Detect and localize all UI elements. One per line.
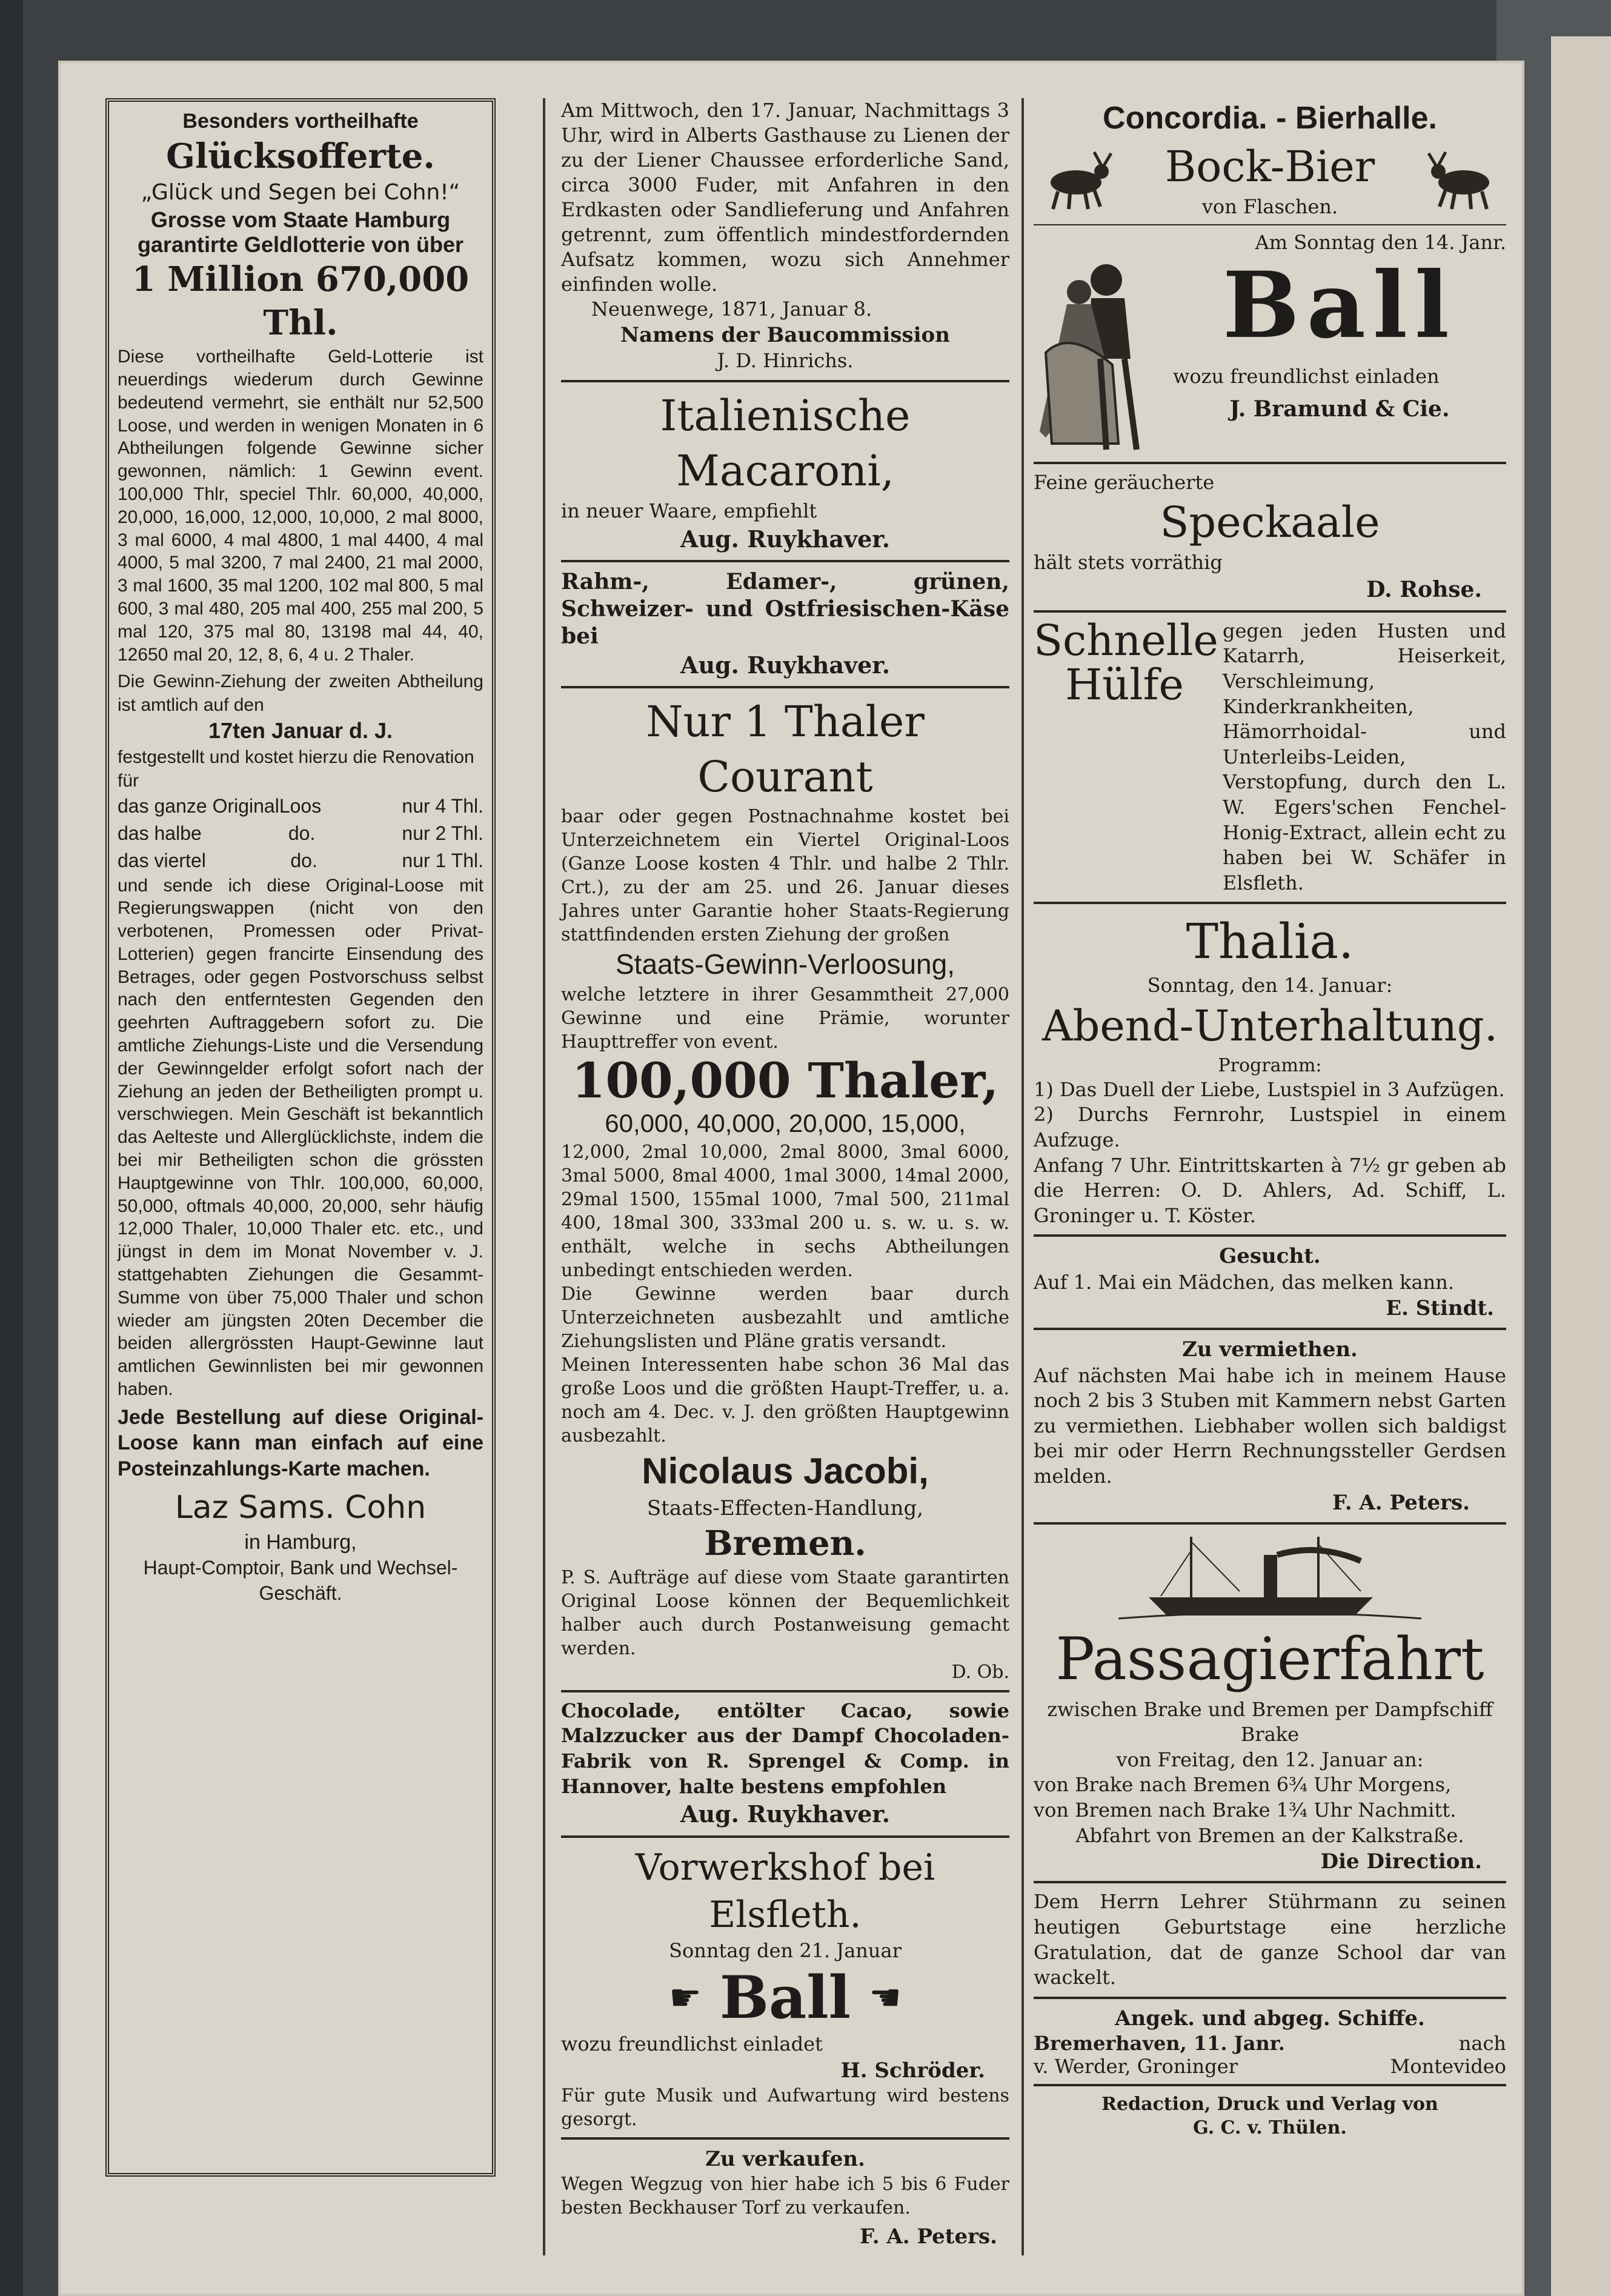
divider	[561, 560, 1009, 562]
price-row: das halbe do. nur 2 Thl.	[118, 822, 483, 844]
scan-background-left	[0, 0, 23, 2296]
ad-subheadline: Grosse vom Staate Hamburg garantirte Geldlotterie von über	[137, 207, 464, 258]
column-rule	[1021, 98, 1024, 2255]
ad-renovation-text: festgestellt und kostet hierzu die Renovation für	[118, 747, 474, 791]
vorwerkshof-ball-ad: Vorwerkshof bei Elsfleth. Sonntag den 21. Januar ☛ Ball ☚ wozu freundlichst einladet H. Schröder. Für gute Musik und Aufwartung wird bestens gesorgt.	[561, 1846, 1009, 2130]
newspaper-page	[58, 61, 1524, 2296]
ad-draw-date: 17ten Januar d. J.	[208, 718, 393, 744]
divider	[561, 1835, 1009, 1838]
ball-title: Ball	[719, 1963, 851, 2032]
ad-order-note: Jede Bestellung auf diese Original-Loose kann man einfach auf eine Posteinzahlungs-Karte machen.	[118, 1405, 483, 1480]
divider	[561, 686, 1009, 688]
steamship-icon	[1034, 1531, 1506, 1622]
bock-bier-title: Bock-Bier	[1164, 141, 1375, 191]
ad-kicker: Besonders vortheilhafte	[182, 110, 419, 133]
lottery-advertisement	[105, 98, 496, 2177]
column-right	[1028, 98, 1512, 2268]
divider	[1034, 1997, 1506, 1999]
sand-delivery-notice: Am Mittwoch, den 17. Januar, Nachmittags 3 Uhr, wird in Alberts Gasthause zu Lienen der zu der Liener Chaussee erforderliche Sand, circa 3000 Fuder, mit Anfahren in den Erdkasten oder Sandlieferung und Anfahren getrennt, zum öffentlich mindestfordernden Aufsatz kommen, wozu sich Annehmer einfinden wolle. Neuenwege, 1871, Januar 8. Namens der Baucommission J. D. Hinrichs.	[561, 99, 1009, 373]
macaroni-ad: Italienische Macaroni, in neuer Waare, empfiehlt Aug. Ruykhaver.	[561, 391, 911, 553]
ball-title: Ball	[1223, 251, 1457, 359]
shipping-news: Angek. und abgeg. Schiffe. Bremerhaven, 11. Janr. nach v. Werder, Groninger Montevideo	[1034, 2006, 1506, 2078]
ad-body: Diese vortheilhafte Geld-Lotterie ist neuerdings wiederum durch Gewinne bedeutend vermehrt, sie enthält nur 52,500 Loose, und werden in wenigen Monaten in 6 Abtheilungen folgende Gewinne sicher gewonnen, nämlich: 1 Gewinn event. 100,000 Thlr, speciel Thlr. 60,000, 40,000, 20,000, 16,000, 12,000, 10,000, 2 mal 8000, 3 mal 6000, 4 mal 4800, 1 mal 4400, 4 mal 4000, 5 mal 3200, 7 mal 2400, 21 mal 2000, 3 mal 1600, 35 mal 1200, 102 mal 800, 5 mal 600, 3 mal 480, 205 mal 400, 255 mal 200, 5 mal 120, 375 mal 80, 13198 mal 44, 40, 12650 mal 20, 12, 8, 6, 4 u. 2 Thaler.	[118, 347, 483, 665]
divider	[1034, 462, 1506, 464]
adjacent-page-edge	[1551, 36, 1611, 2296]
divider	[1034, 1522, 1506, 1525]
divider	[1034, 610, 1506, 613]
ad-signature-city: in Hamburg,	[244, 1530, 357, 1554]
imprint: Redaction, Druck und Verlag von G. C. v. Thülen.	[1101, 2093, 1438, 2138]
dancing-couple-illustration	[1034, 256, 1173, 456]
column-rule	[543, 98, 545, 2255]
concordia-ad: Concordia. - Bierhalle. Bock-Bier von Flaschen. Am Sonntag den 14. Janr. Ball wozu freundlichst einladen J. Bramund & Cie.	[1034, 98, 1506, 456]
divider	[1034, 1328, 1506, 1330]
for-rent-ad: Zu vermiethen. Auf nächsten Mai habe ich in meinem Hause noch 2 bis 3 Stuben mit Kammern nebst Garten zu vermiethen. Liebhaber wollen sich baldigst bei mir oder Herrn Rechnungssteller Gerdsen melden. F. A. Peters.	[1034, 1337, 1506, 1515]
ad-signature-firm: Haupt-Comptoir, Bank und Wechsel-Geschäft.	[143, 1557, 458, 1604]
ad-slogan: „Glück und Segen bei Cohn!“	[141, 179, 460, 205]
wanted-ad: Gesucht. Auf 1. Mai ein Mädchen, das melken kann. E. Stindt.	[1034, 1244, 1494, 1321]
divider	[561, 1690, 1009, 1692]
fennel-honey-ad: Schnelle Hülfe gegen jeden Husten und Katarrh, Heiserkeit, Verschleimung, Kinderkrankheiten, Hämorrhoidal- und Unterleibs-Leiden, Verstopfung, durch den L. W. Egers'schen Fenchel-Honig-Extract, allein echt zu haben bei W. Schäfer in Elsfleth.	[1034, 615, 1506, 894]
cheese-ad: Rahm-, Edamer-, grünen, Schweizer- und Ostfriesischen-Käse bei Aug. Ruykhaver.	[561, 568, 1009, 679]
ad-draw-date-text: Die Gewinn-Ziehung der zweiten Abtheilung ist amtlich auf den	[118, 671, 483, 716]
steamship-ad: Passagierfahrt zwischen Brake und Bremen per Dampfschiff Brake von Freitag, den 12. Januar an: von Brake nach Bremen 6¾ Uhr Morgens, von Bremen nach Brake 1¾ Uhr Nachmitt. Abfahrt von Bremen an der Kalkstraße. Die Direction.	[1034, 1531, 1506, 1875]
thaler-lottery-ad: Nur 1 Thaler Courant baar oder gegen Postnachnahme kostet bei Unterzeichnetem ein Viertel Original-Loos (Ganze Loose kosten 4 Thlr. und halbe 2 Thlr. Crt.), zu der am 25. und 26. Januar dieses Jahres unter Garantie hoher Staats-Regierung stattfindenden ersten Ziehung der großen Staats-Gewinn-Verloosung, welche letztere in ihrer Gesammtheit 27,000 Gewinne und eine Prämie, worunter Haupttreffer von event. 100,000 Thaler, 60,000, 40,000, 20,000, 15,000, 12,000, 2mal 10,000, 2mal 8000, 3mal 6000, 3mal 5000, 8mal 4000, 1mal 3000, 14mal 2000, 29mal 1500, 155mal 1000, 7mal 500, 211mal 400, 18mal 300, 333mal 200 u. s. w. u. s. w. enthält, welche in sechs Abtheilungen unbedingt entschieden werden. Die Gewinne werden baar durch Unterzeichneten ausbezahlt und amtliche Ziehungslisten und Pläne gratis versandt. Meinen Interessenten habe schon 36 Mal das große Loos und die größten Haupt-Treffer, u. a. noch am 4. Dec. v. J. den größten Hauptgewinn ausbezahlt. Nicolaus Jacobi, Staats-Effecten-Handlung, Bremen. P. S. Aufträge auf diese vom Staate garantirten Original Loose können der Bequemlichkeit halber auch durch Postanweisung gemacht werden. D. Ob.	[561, 697, 1009, 1683]
divider	[561, 380, 1009, 382]
divider	[1034, 902, 1506, 904]
smoked-eel-ad: Feine geräucherte Speckaale hält stets vorräthig D. Rohse.	[1034, 470, 1482, 602]
divider	[1034, 224, 1506, 225]
pointing-hand-icon: ☛	[669, 1976, 702, 2019]
chocolate-ad: Chocolade, entölter Cacao, sowie Malzzucker aus der Dampf Chocoladen-Fabrik von R. Sprengel & Comp. in Hannover, halte bestens empfohlen Aug. Ruykhaver.	[561, 1699, 1009, 1828]
column-middle	[555, 98, 1015, 2268]
price-row: das ganze OriginalLoos nur 4 Thl.	[118, 795, 483, 817]
ad-signature-name: Laz Sams. Cohn	[174, 1489, 427, 1526]
divider	[1034, 1881, 1506, 1883]
column-left	[101, 98, 500, 2268]
birthday-greeting: Dem Herrn Lehrer Stührmann zu seinen heutigen Geburtstage eine herzliche Gratulation, dat de ganze School dar van wackelt.	[1034, 1890, 1506, 1989]
divider	[1034, 1234, 1506, 1237]
divider	[1034, 2084, 1506, 2086]
goat-icon	[1034, 146, 1124, 213]
ad-body-continued: und sende ich diese Original-Loose mit Regierungswappen (nicht von den verbotenen, Promessen oder Privat-Lotterien) gegen francirte Einsendung des Betrages, oder gegen Postvorschuss selbst nach den entferntesten Gegenden den geehrten Auftraggebern sofort zu. Die amtliche Ziehungs-Liste und die Versendung der Gewinngelder erfolgt sofort nach der Ziehung an jeden der Betheiligten prompt u. verschwiegen. Mein Geschäft ist bekanntlich das Aelteste und Allerglücklichste, indem die bei mir Betheiligten schon die grössten Hauptgewinne von Thlr. 100,000, 60,000, 50,000, oftmals 40,000, 20,000, sehr häufig 12,000 Thaler, 10,000 Thaler etc. etc., und jüngst in dem im Monat November v. J. stattgehabten Ziehungen die Gesammt-Summe von über 75,000 Thaler und schon wieder am jüngsten 20ten December die beiden allergrössten Haupt-Gewinne laut amtlichen Gewinnlisten bei mir gewonnen haben.	[118, 875, 483, 1400]
ad-headline: Glücksofferte.	[166, 136, 435, 177]
divider	[561, 2137, 1009, 2140]
goat-icon	[1415, 146, 1506, 213]
price-list	[118, 793, 483, 874]
ad-amount: 1 Million 670,000 Thl.	[131, 259, 470, 344]
peat-sale-ad: Zu verkaufen. Wegen Wegzug von hier habe ich 5 bis 6 Fuder besten Beckhauser Torf zu verkaufen. F. A. Peters.	[561, 2146, 1009, 2249]
price-row: das viertel do. nur 1 Thl.	[118, 849, 483, 871]
thalia-ad: Thalia. Sonntag, den 14. Januar: Abend-Unterhaltung. Programm: 1) Das Duell der Liebe, Lustspiel in 3 Aufzügen. 2) Durchs Fernrohr, Lustspiel in einem Aufzuge. Anfang 7 Uhr. Eintrittskarten à 7½ gr geben ab die Herren: O. D. Ahlers, Ad. Schiff, L. Groninger u. T. Köster.	[1034, 913, 1506, 1227]
pointing-hand-icon: ☚	[869, 1976, 902, 2019]
